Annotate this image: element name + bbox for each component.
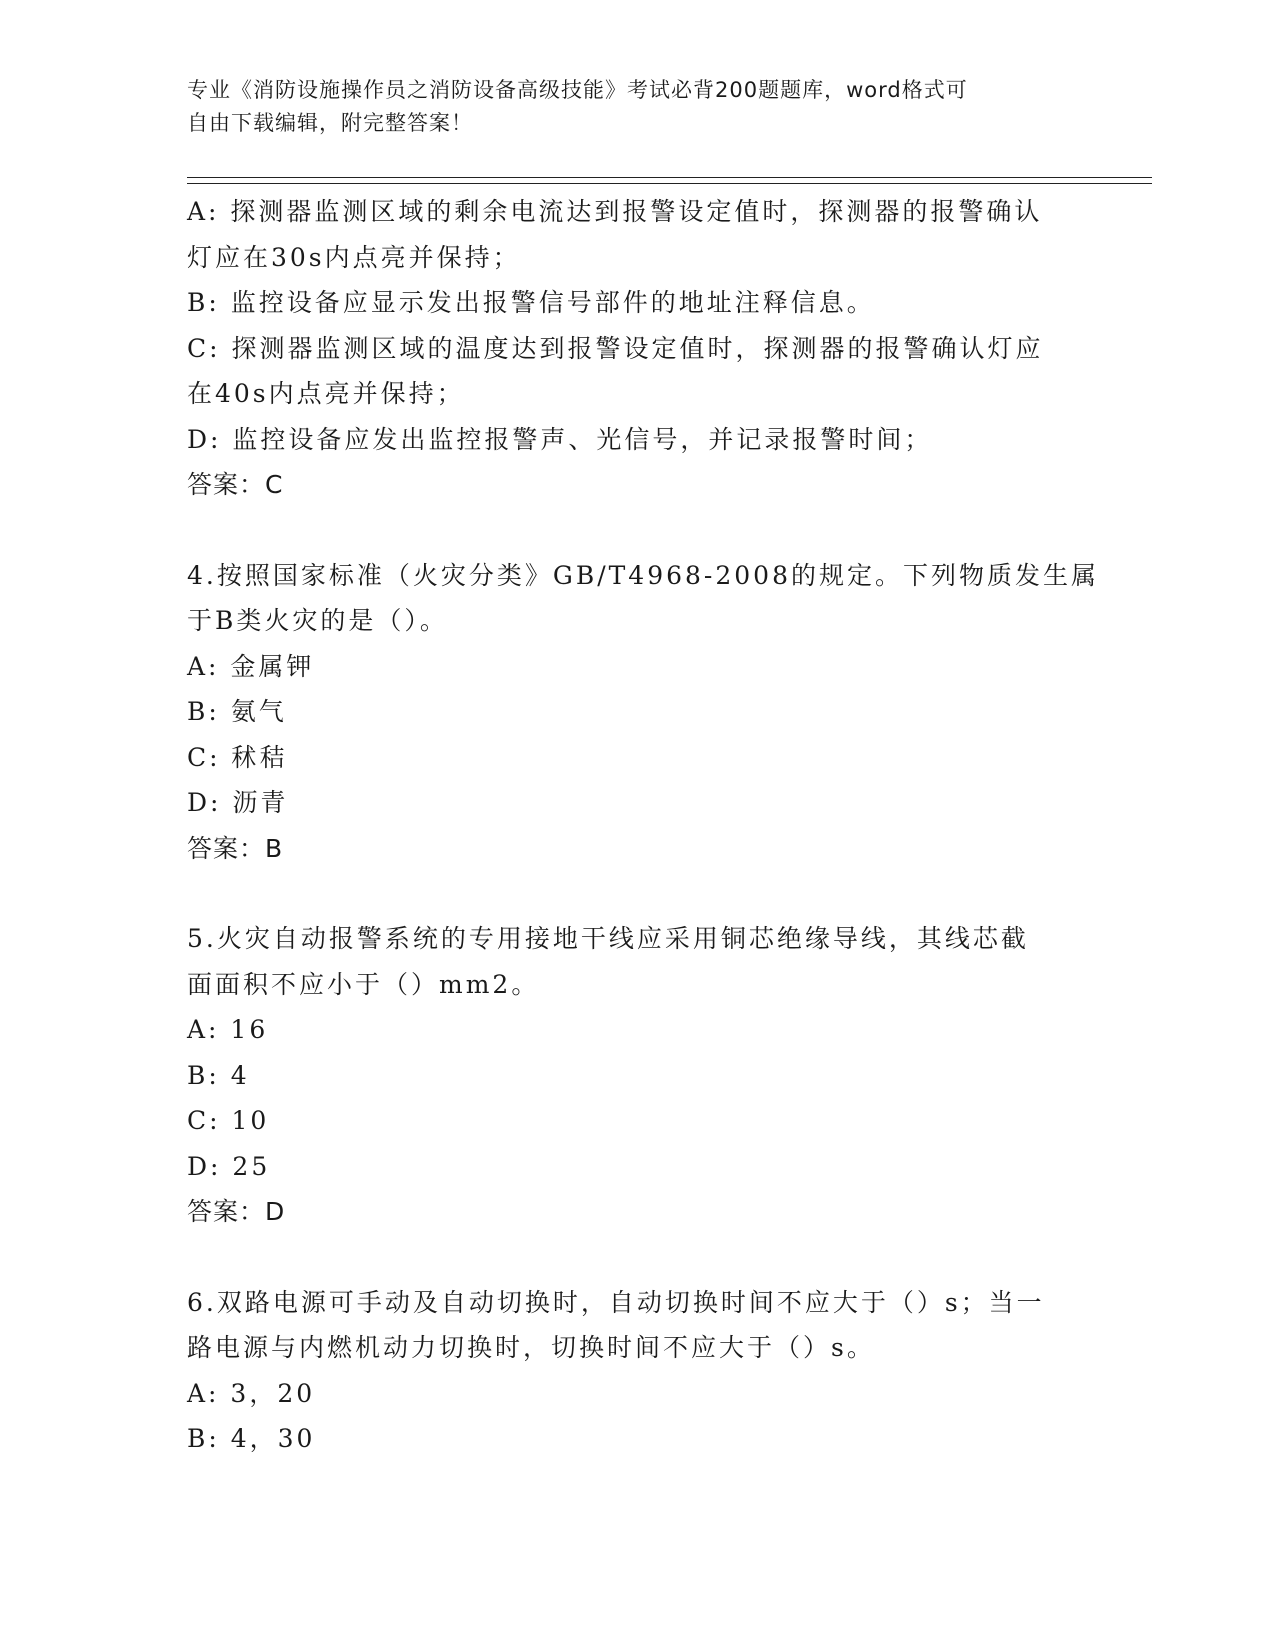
option-c-line-2: 在40s内点亮并保持； [187, 379, 465, 408]
answer: 答案：B [187, 833, 284, 863]
option-a: A: 16 [187, 1015, 269, 1044]
question-4 [187, 553, 1099, 872]
question-stem-line-1: 4.按照国家标准（火灾分类》GB/T4968-2008的规定。下列物质发生属 [187, 560, 1099, 590]
question-stem-line-2: 面面积不应小于（）mm2。 [187, 969, 540, 999]
question-stem-line-1: 5.火灾自动报警系统的专用接地干线应采用铜芯绝缘导线，其线芯截 [187, 924, 1029, 953]
option-c: C: 10 [187, 1106, 270, 1135]
option-a-line-2: 灯应在30s内点亮并保持； [187, 242, 521, 272]
option-d: D: 沥青 [187, 788, 289, 817]
option-b: B: 监控设备应显示发出报警信号部件的地址注释信息。 [187, 288, 875, 317]
option-c: C: 秫秸 [187, 742, 288, 772]
spacer [187, 508, 1087, 553]
question-5 [187, 916, 1087, 1235]
option-d: D: 监控设备应发出监控报警声、光信号，并记录报警时间； [187, 424, 933, 454]
answer: 答案：C [187, 470, 284, 499]
document-header-note [187, 74, 1087, 140]
question-3-continued [187, 189, 1087, 508]
question-stem-line-2: 于B类火灾的是（）。 [187, 606, 448, 635]
header-divider-top [187, 177, 1152, 178]
option-b: B: 氨气 [187, 697, 287, 726]
header-line-2: 自由下载编辑，附完整答案！ [187, 111, 473, 135]
header-line-1: 专业《消防设施操作员之消防设备高级技能》考试必背200题题库，word格式可 [187, 78, 968, 102]
option-a-line-1: A: 探测器监测区域的剩余电流达到报警设定值时，探测器的报警确认 [187, 197, 1043, 226]
question-stem-line-1: 6.双路电源可手动及自动切换时，自动切换时间不应大于（）s；当一 [187, 1287, 1045, 1317]
option-a: A: 金属钾 [187, 651, 315, 681]
spacer [187, 1235, 1087, 1280]
spacer [187, 871, 1087, 916]
option-c-line-1: C: 探测器监测区域的温度达到报警设定值时，探测器的报警确认灯应 [187, 333, 1044, 363]
answer: 答案：D [187, 1197, 286, 1226]
option-b: B: 4 [187, 1060, 250, 1090]
header-divider-bottom [187, 183, 1152, 184]
option-d: D: 25 [187, 1151, 271, 1181]
question-6 [187, 1280, 1087, 1462]
question-stem-line-2: 路电源与内燃机动力切换时，切换时间不应大于（）s。 [187, 1333, 875, 1362]
option-a: A: 3，20 [187, 1378, 316, 1408]
question-list [187, 189, 1099, 1462]
option-b: B: 4，30 [187, 1424, 316, 1453]
